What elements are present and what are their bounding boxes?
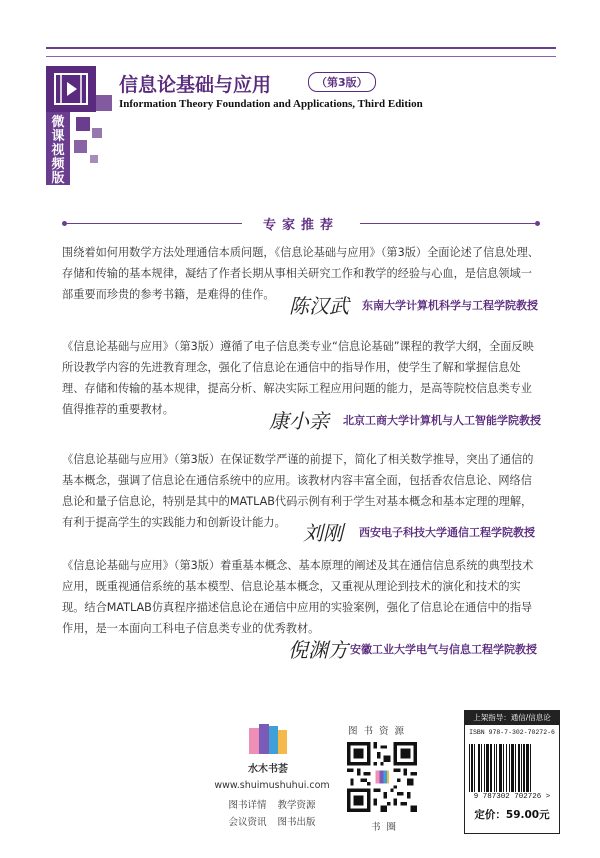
barcode-bar — [469, 744, 470, 792]
vertical-tag-char: 版 — [51, 171, 65, 186]
barcode-digits: 9 787302 702726 > — [473, 793, 551, 801]
decor-square — [76, 117, 90, 131]
barcode-bar — [490, 744, 492, 792]
barcode-bar — [471, 744, 473, 792]
decor-square — [92, 128, 102, 138]
publisher-logo-icon — [247, 722, 289, 758]
book-subtitle-en: Information Theory Foundation and Applications, Third Edition — [119, 98, 423, 110]
barcode-bar — [499, 744, 502, 792]
link-conference-news[interactable]: 会议资讯 — [228, 817, 267, 828]
barcode-bar — [509, 744, 510, 792]
recommender-affiliation: 北京工商大学计算机与人工智能学院教授 — [343, 414, 541, 427]
barcode-bar — [478, 744, 480, 792]
signature: 陈汉武 — [289, 294, 349, 318]
vertical-tag-char: 频 — [51, 157, 65, 172]
barcode-block — [464, 710, 560, 834]
barcode-bar — [526, 744, 529, 792]
qr-code-icon[interactable] — [347, 742, 417, 812]
recommendation-text: 《信息论基础与应用》（第3版）着重基本概念、基本原理的阐述及其在通信信息系统的典型技术应用，既重视通信系统的基本模型、信息论基本概念，又重视从理论到技术的演化和技术的实现。结合MATLAB仿真程序描述信息论在通信中应用的实验案例，强化了信息论在通信中的指导作用，是一本面向工科电子信息类专业的优秀教材。 — [62, 559, 534, 635]
barcode-bar — [496, 744, 497, 792]
divider-dot — [535, 221, 540, 226]
barcode-bar — [486, 744, 489, 792]
barcode-bar — [494, 744, 495, 792]
top-rule-thick — [46, 47, 556, 49]
vertical-edition-tag — [46, 112, 70, 185]
qr-caption: 书圈 — [371, 822, 403, 833]
recommendation-text: 《信息论基础与应用》（第3版）遵循了电子信息类专业“信息论基础”课程的教学大纲，全面反映所设教学内容的先进教育理念，强化了信息论在通信中的指导作用，使学生了解和掌握信息处理、存储和传输的基本规律，提高分析、解决实际工程应用问题的能力，是高等院校信息类专业值得推荐的重要教材。 — [62, 340, 534, 416]
vertical-tag-char: 微 — [51, 115, 65, 130]
barcode-bar — [481, 744, 482, 792]
link-book-details[interactable]: 图书详情 — [228, 800, 267, 811]
publisher-name: 水木书荟 — [248, 764, 288, 775]
isbn-text: ISBN 978-7-302-70272-6 — [469, 729, 555, 736]
decor-square — [90, 155, 98, 163]
recommendation-text: 围绕着如何用数学方法处理通信本质问题，《信息论基础与应用》（第3版）全面论述了信息处理、存储和传输的基本规律，凝结了作者长期从事相关研究工作和教学的经验与心血，是信息领域一部重要而珍贵的参考书籍，是难得的佳作。 — [62, 246, 539, 301]
video-play-icon — [46, 66, 96, 112]
barcode-bar — [521, 744, 522, 792]
divider-line — [360, 223, 535, 224]
barcode-bar — [506, 744, 507, 792]
barcode-bar — [484, 744, 485, 792]
decor-square — [96, 95, 112, 111]
barcode-bar — [474, 744, 475, 792]
price: 定价：59.00元 — [474, 809, 550, 821]
divider-line — [67, 223, 242, 224]
edition-badge: （第3版） — [308, 72, 376, 92]
shelf-category: 上架指导：通信/信息论 — [465, 711, 559, 725]
decor-square — [74, 140, 87, 153]
qr-title: 图书资源 — [348, 726, 411, 737]
recommender-affiliation: 安徽工业大学电气与信息工程学院教授 — [350, 643, 537, 656]
section-divider — [62, 214, 540, 234]
section-label: 专家推荐 — [262, 218, 339, 233]
publisher-links — [208, 797, 336, 811]
publisher-links — [208, 814, 336, 828]
signature: 倪渊方 — [288, 638, 348, 662]
recommender-affiliation: 西安电子科技大学通信工程学院教授 — [359, 526, 535, 539]
link-book-publishing[interactable]: 图书出版 — [277, 817, 316, 828]
recommender-affiliation: 东南大学计算机科学与工程学院教授 — [362, 299, 538, 312]
signature: 康小亲 — [269, 409, 329, 433]
barcode-bar — [530, 744, 531, 792]
vertical-tag-char: 视 — [51, 143, 65, 158]
link-teaching-resources[interactable]: 教学资源 — [277, 800, 316, 811]
barcode-icon — [469, 744, 555, 792]
recommendation-text: 《信息论基础与应用》（第3版）在保证数学严谨的前提下，简化了相关数学推导，突出了通信的基本概念，强调了信息论在通信系统中的应用。该教材内容丰富全面，包括香农信息论、网络信息论和量子信息论，特别是其中的MATLAB代码示例有利于学生对基本概念和基本定理的理解，有利于提高学生的实践能力和创新设计能力。 — [62, 453, 534, 529]
barcode-bar — [523, 744, 525, 792]
signature: 刘刚 — [303, 521, 343, 545]
barcode-bar — [518, 744, 520, 792]
publisher-url[interactable]: www.shuimushuhui.com — [214, 780, 330, 791]
barcode-bar — [515, 744, 516, 792]
barcode-bar — [511, 744, 514, 792]
barcode-bar — [503, 744, 504, 792]
book-title: 信息论基础与应用 — [119, 74, 272, 96]
top-rule-thin — [46, 56, 556, 57]
vertical-tag-char: 课 — [51, 129, 65, 144]
